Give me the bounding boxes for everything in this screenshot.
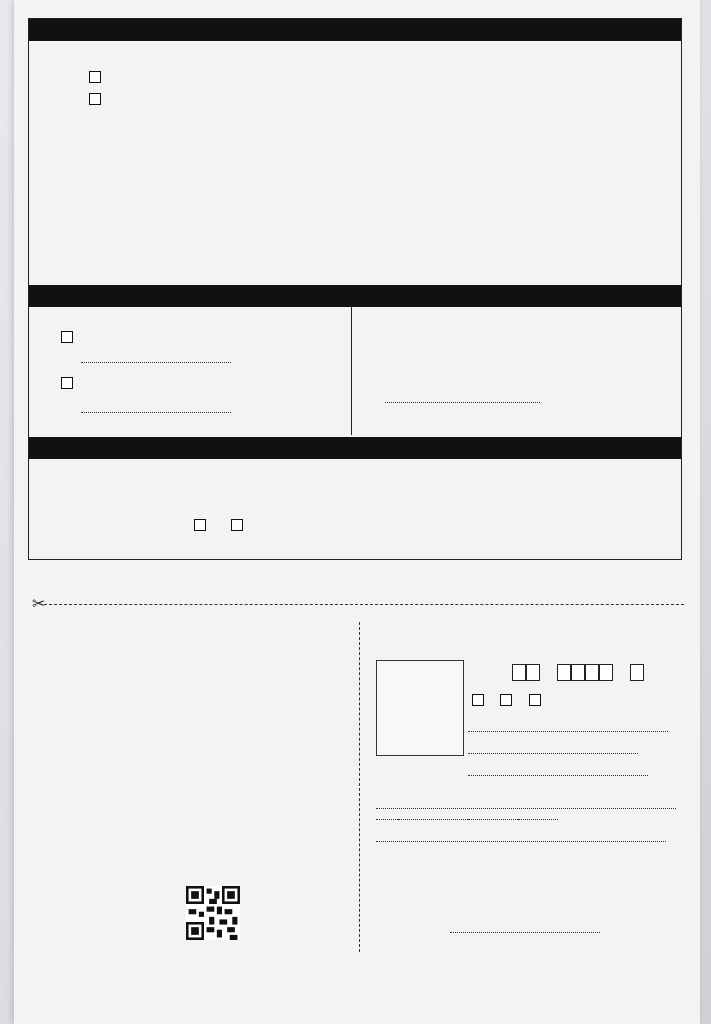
special-offer-checkbox[interactable] (231, 519, 243, 531)
signature-line[interactable] (450, 921, 600, 933)
option-org-payin (89, 93, 107, 106)
id-box (512, 664, 526, 681)
news-heading (29, 437, 681, 459)
officer-divider (351, 307, 352, 435)
name-line[interactable] (468, 720, 668, 732)
recorded-option (61, 377, 79, 390)
sign-line[interactable] (385, 391, 540, 403)
form-frame (28, 18, 682, 560)
sign-line[interactable] (81, 351, 231, 363)
title-options (472, 694, 547, 707)
scissors-icon: ✂ (32, 594, 46, 613)
document-page (14, 0, 700, 1024)
qualification-field (468, 764, 648, 776)
photo-box[interactable] (376, 660, 464, 756)
date-row (376, 808, 558, 820)
mrs-checkbox[interactable] (500, 694, 512, 706)
miss-checkbox[interactable] (529, 694, 541, 706)
officer-sign-1 (81, 351, 231, 363)
surname-field (468, 742, 638, 754)
paid-checkbox[interactable] (61, 331, 73, 343)
paid-option (61, 331, 79, 344)
org-payin-checkbox[interactable] (89, 93, 101, 105)
option-self-payin (89, 71, 107, 84)
recorded-checkbox[interactable] (61, 377, 73, 389)
officer-heading (29, 285, 681, 307)
qualification-line[interactable] (468, 764, 648, 776)
news-interest-row (181, 519, 249, 532)
mr-checkbox[interactable] (472, 694, 484, 706)
venue-line[interactable] (376, 830, 666, 842)
section7-heading (29, 19, 681, 41)
id-number-field[interactable] (512, 664, 644, 685)
officer-sign-3 (385, 391, 540, 403)
news-checkbox[interactable] (194, 519, 206, 531)
sign-line[interactable] (81, 401, 231, 413)
id-box (526, 664, 540, 681)
officer-sign-2 (81, 401, 231, 413)
stub-divider (359, 622, 360, 952)
cut-line (44, 604, 684, 605)
qr-code-icon (186, 886, 240, 940)
self-payin-checkbox[interactable] (89, 71, 101, 83)
venue-row (376, 830, 666, 842)
surname-line[interactable] (468, 742, 638, 754)
name-field (468, 720, 668, 732)
